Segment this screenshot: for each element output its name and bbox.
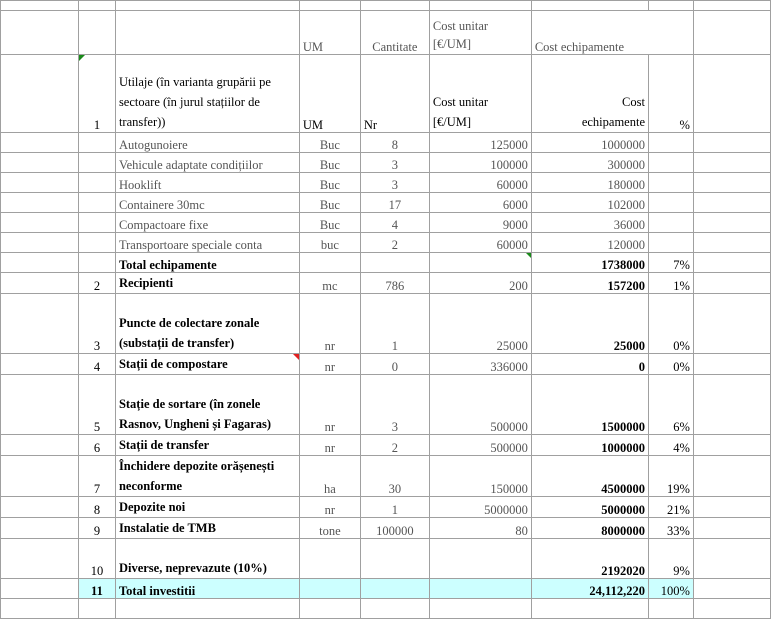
section1-pct[interactable]: %: [648, 55, 693, 133]
item-nr[interactable]: 10: [78, 539, 115, 579]
header-cost-unitar-line2: [€/UM]: [432, 37, 472, 51]
item-cost[interactable]: 4500000: [531, 456, 648, 497]
investment-item-row: [1, 375, 771, 435]
investment-item-row: [1, 273, 771, 294]
item-um[interactable]: [299, 539, 360, 579]
header-cantitate[interactable]: Cantitate: [360, 11, 429, 55]
equipment-row: [1, 233, 771, 253]
item-um[interactable]: nr: [299, 294, 360, 354]
equipment-row: [1, 133, 771, 153]
item-cost[interactable]: 5000000: [531, 497, 648, 518]
item-name[interactable]: Închidere depozite orășenești neconforme: [115, 456, 299, 497]
equipment-unit-cost[interactable]: 60000: [429, 233, 531, 253]
investment-items: [1, 273, 771, 579]
item-pct[interactable]: 1%: [648, 273, 693, 294]
item-qty[interactable]: 100000: [360, 518, 429, 539]
equipment-cost[interactable]: 300000: [531, 153, 648, 173]
item-cost[interactable]: 1000000: [531, 435, 648, 456]
equipment-um[interactable]: buc: [299, 233, 360, 253]
item-cost[interactable]: 2192020: [531, 539, 648, 579]
equipment-row: [1, 173, 771, 193]
item-pct[interactable]: 21%: [648, 497, 693, 518]
item-pct[interactable]: 33%: [648, 518, 693, 539]
equipment-unit-cost[interactable]: 9000: [429, 213, 531, 233]
item-nr[interactable]: 9: [78, 518, 115, 539]
item-name[interactable]: Stație de sortare (în zonele Rasnov, Ungheni și Fagaras): [115, 375, 299, 435]
equipment-qty[interactable]: 3: [360, 173, 429, 193]
spacer-row: [1, 1, 771, 11]
section1-nr[interactable]: 1: [78, 55, 115, 133]
note-marker-icon: [79, 55, 85, 61]
equipment-cost[interactable]: 102000: [531, 193, 648, 213]
equipment-row: [1, 213, 771, 233]
item-qty[interactable]: 3: [360, 375, 429, 435]
item-pct[interactable]: 0%: [648, 354, 693, 375]
item-name[interactable]: Puncte de colectare zonale (substații de transfer): [115, 294, 299, 354]
item-unit-cost[interactable]: 500000: [429, 375, 531, 435]
equipment-unit-cost[interactable]: 100000: [429, 153, 531, 173]
item-um[interactable]: mc: [299, 273, 360, 294]
equipment-cost[interactable]: 120000: [531, 233, 648, 253]
item-nr[interactable]: 3: [78, 294, 115, 354]
section1-nr-col[interactable]: Nr: [360, 55, 429, 133]
equipment-um[interactable]: Buc: [299, 173, 360, 193]
item-cost[interactable]: 25000: [531, 294, 648, 354]
equipment-name[interactable]: Vehicule adaptate condițiilor: [115, 153, 299, 173]
item-name[interactable]: Stații de transfer: [115, 435, 299, 456]
item-qty[interactable]: 1: [360, 294, 429, 354]
equipment-um[interactable]: Buc: [299, 193, 360, 213]
total-pct[interactable]: 100%: [648, 579, 693, 599]
note-marker-icon: [526, 253, 532, 259]
equipment-um[interactable]: Buc: [299, 133, 360, 153]
investment-item-row: [1, 435, 771, 456]
item-pct[interactable]: 6%: [648, 375, 693, 435]
investment-item-row: [1, 518, 771, 539]
total-row: [1, 579, 771, 599]
item-cost[interactable]: 0: [531, 354, 648, 375]
item-unit-cost[interactable]: 200: [429, 273, 531, 294]
item-pct[interactable]: 19%: [648, 456, 693, 497]
item-um[interactable]: nr: [299, 435, 360, 456]
total-equipment-row: [1, 253, 771, 273]
section1-title[interactable]: Utilaje (în varianta grupării pe sectoare (în jurul stațiilor de transfer)): [115, 55, 299, 133]
total-label[interactable]: Total investitii: [115, 579, 299, 599]
item-name[interactable]: Diverse, neprevazute (10%): [115, 539, 299, 579]
item-pct[interactable]: 9%: [648, 539, 693, 579]
section1-cost-unitar[interactable]: Cost unitar [€/UM]: [429, 55, 531, 133]
spacer-row-bottom: [1, 599, 771, 619]
item-qty[interactable]: 0: [360, 354, 429, 375]
total-equipment-cost[interactable]: 1738000: [531, 253, 648, 273]
investment-item-row: [1, 539, 771, 579]
equipment-cost[interactable]: 36000: [531, 213, 648, 233]
item-unit-cost[interactable]: 5000000: [429, 497, 531, 518]
item-nr[interactable]: 5: [78, 375, 115, 435]
equipment-name[interactable]: Containere 30mc: [115, 193, 299, 213]
item-cost[interactable]: 1500000: [531, 375, 648, 435]
item-cost[interactable]: 157200: [531, 273, 648, 294]
equipment-row: [1, 153, 771, 173]
item-cost[interactable]: 8000000: [531, 518, 648, 539]
total-equipment-label[interactable]: Total echipamente: [115, 253, 299, 273]
item-qty[interactable]: 30: [360, 456, 429, 497]
equipment-cost[interactable]: 1000000: [531, 133, 648, 153]
item-unit-cost[interactable]: 336000: [429, 354, 531, 375]
item-pct[interactable]: 4%: [648, 435, 693, 456]
header-um[interactable]: UM: [299, 11, 360, 55]
total-cost[interactable]: 24,112,220: [531, 579, 648, 599]
equipment-um[interactable]: Buc: [299, 213, 360, 233]
equipment-qty[interactable]: 3: [360, 153, 429, 173]
item-nr[interactable]: 8: [78, 497, 115, 518]
equipment-qty[interactable]: 8: [360, 133, 429, 153]
comment-marker-icon: [293, 354, 299, 360]
item-qty[interactable]: 1: [360, 497, 429, 518]
investment-item-row: [1, 456, 771, 497]
header-cost-unitar[interactable]: [429, 11, 531, 55]
equipment-cost[interactable]: 180000: [531, 173, 648, 193]
item-name[interactable]: Recipienti: [115, 273, 299, 294]
item-nr[interactable]: 6: [78, 435, 115, 456]
section1-cost[interactable]: Cost echipamente: [531, 55, 648, 133]
header-cost-echipamente[interactable]: Cost echipamente: [531, 11, 693, 55]
item-nr[interactable]: 2: [78, 273, 115, 294]
investment-item-row: [1, 354, 771, 375]
equipment-qty[interactable]: 2: [360, 233, 429, 253]
equipment-qty[interactable]: 17: [360, 193, 429, 213]
item-unit-cost[interactable]: 150000: [429, 456, 531, 497]
equipment-list: [1, 133, 771, 253]
total-nr[interactable]: 11: [78, 579, 115, 599]
item-nr[interactable]: 4: [78, 354, 115, 375]
item-um[interactable]: nr: [299, 375, 360, 435]
total-equipment-pct[interactable]: 7%: [648, 253, 693, 273]
item-um[interactable]: tone: [299, 518, 360, 539]
item-qty[interactable]: 786: [360, 273, 429, 294]
item-um[interactable]: nr: [299, 497, 360, 518]
item-nr[interactable]: 7: [78, 456, 115, 497]
equipment-name[interactable]: Hooklift: [115, 173, 299, 193]
section1-um[interactable]: UM: [299, 55, 360, 133]
item-name[interactable]: Stații de compostare: [115, 354, 299, 375]
item-pct[interactable]: 0%: [648, 294, 693, 354]
equipment-name[interactable]: Transportoare speciale conta: [115, 233, 299, 253]
section1-row: [1, 55, 771, 133]
equipment-row: [1, 193, 771, 213]
header-cost-unitar-line1: Cost unitar: [432, 19, 489, 33]
item-unit-cost[interactable]: 25000: [429, 294, 531, 354]
item-unit-cost[interactable]: 500000: [429, 435, 531, 456]
investment-item-row: [1, 294, 771, 354]
equipment-unit-cost[interactable]: 60000: [429, 173, 531, 193]
equipment-name[interactable]: Autogunoiere: [115, 133, 299, 153]
equipment-um[interactable]: Buc: [299, 153, 360, 173]
item-qty[interactable]: 2: [360, 435, 429, 456]
item-qty[interactable]: [360, 539, 429, 579]
equipment-name[interactable]: Compactoare fixe: [115, 213, 299, 233]
item-unit-cost[interactable]: 80: [429, 518, 531, 539]
item-name[interactable]: Instalatie de TMB: [115, 518, 299, 539]
header-row: [1, 11, 771, 55]
equipment-qty[interactable]: 4: [360, 213, 429, 233]
investment-item-row: [1, 497, 771, 518]
item-um[interactable]: nr: [299, 354, 360, 375]
item-unit-cost[interactable]: [429, 539, 531, 579]
item-name[interactable]: Depozite noi: [115, 497, 299, 518]
equipment-unit-cost[interactable]: 125000: [429, 133, 531, 153]
equipment-unit-cost[interactable]: 6000: [429, 193, 531, 213]
item-um[interactable]: ha: [299, 456, 360, 497]
